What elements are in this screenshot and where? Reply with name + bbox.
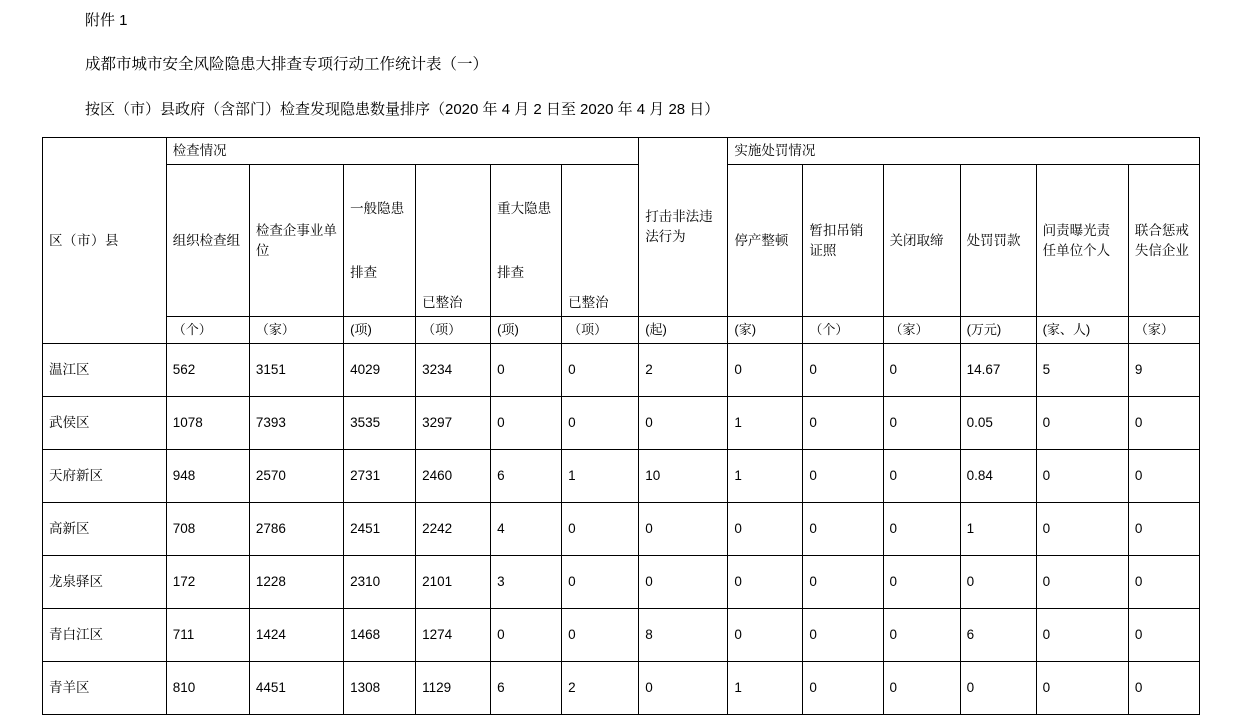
cell-general-rectified: 2460 <box>416 450 491 503</box>
cell-major-investigated: 3 <box>491 556 562 609</box>
group-header-inspection: 检查情况 <box>166 138 639 165</box>
row-region-name: 温江区 <box>43 344 167 397</box>
cell-fines: 0 <box>960 662 1036 715</box>
column-header-inspected-units: 检查企事业单位 <box>249 165 343 317</box>
cell-accountability-exposure: 0 <box>1036 450 1128 503</box>
cell-production-halt: 1 <box>728 397 803 450</box>
subgroup-header-general-hazard: 一般隐患 <box>350 200 405 216</box>
table-row <box>43 662 1200 715</box>
cell-license-suspension: 0 <box>803 450 883 503</box>
cell-inspection-groups: 948 <box>166 450 249 503</box>
cell-production-halt: 0 <box>728 609 803 662</box>
cell-major-rectified: 2 <box>562 662 639 715</box>
cell-inspected-units: 1228 <box>249 556 343 609</box>
unit-major-investigated: (项) <box>491 317 562 344</box>
document-header <box>0 0 1240 123</box>
column-header-general-investigated: 排查 <box>350 264 378 280</box>
column-header-general-rectified: 已整治 <box>416 165 491 317</box>
cell-major-investigated: 0 <box>491 344 562 397</box>
cell-license-suspension: 0 <box>803 609 883 662</box>
cell-accountability-exposure: 0 <box>1036 503 1128 556</box>
cell-license-suspension: 0 <box>803 397 883 450</box>
unit-joint-discipline: （家） <box>1128 317 1199 344</box>
column-header-major-rectified: 已整治 <box>562 165 639 317</box>
cell-production-halt: 1 <box>728 450 803 503</box>
attachment-label: 附件 1 <box>85 12 128 29</box>
cell-inspection-groups: 711 <box>166 609 249 662</box>
cell-major-rectified: 0 <box>562 344 639 397</box>
table-row <box>43 556 1200 609</box>
table-unit-row <box>43 317 1200 344</box>
row-region-name: 武侯区 <box>43 397 167 450</box>
row-region-name: 青白江区 <box>43 609 167 662</box>
row-region-name: 天府新区 <box>43 450 167 503</box>
column-header-illegal-actions: 打击非法违法行为 <box>639 138 728 317</box>
cell-major-rectified: 1 <box>562 450 639 503</box>
unit-general-investigated: (项) <box>344 317 416 344</box>
region-column-header: 区（市）县 <box>43 138 167 344</box>
cell-accountability-exposure: 0 <box>1036 397 1128 450</box>
cell-license-suspension: 0 <box>803 662 883 715</box>
page-title: 成都市城市安全风险隐患大排查专项行动工作统计表（一） <box>85 56 489 73</box>
row-region-name: 高新区 <box>43 503 167 556</box>
statistics-table <box>42 137 1200 715</box>
cell-general-rectified: 2242 <box>416 503 491 556</box>
cell-joint-discipline: 0 <box>1128 609 1199 662</box>
cell-general-rectified: 3234 <box>416 344 491 397</box>
cell-illegal-actions: 8 <box>639 609 728 662</box>
cell-general-rectified: 3297 <box>416 397 491 450</box>
cell-inspected-units: 1424 <box>249 609 343 662</box>
unit-general-rectified: （项） <box>416 317 491 344</box>
cell-inspection-groups: 562 <box>166 344 249 397</box>
column-header-major-investigated: 排查 <box>497 264 525 280</box>
cell-joint-discipline: 0 <box>1128 450 1199 503</box>
cell-major-investigated: 0 <box>491 397 562 450</box>
row-region-name: 龙泉驿区 <box>43 556 167 609</box>
cell-fines: 14.67 <box>960 344 1036 397</box>
subgroup-header-general-hazard-wrap <box>344 165 416 317</box>
unit-license-suspension: （个） <box>803 317 883 344</box>
cell-inspected-units: 2570 <box>249 450 343 503</box>
table-group-header-row <box>43 138 1200 165</box>
cell-joint-discipline: 9 <box>1128 344 1199 397</box>
unit-accountability-exposure: (家、人) <box>1036 317 1128 344</box>
subgroup-header-major-hazard: 重大隐患 <box>497 200 552 216</box>
table-row <box>43 609 1200 662</box>
cell-closure: 0 <box>883 397 960 450</box>
subgroup-header-major-hazard-wrap <box>491 165 562 317</box>
cell-illegal-actions: 0 <box>639 503 728 556</box>
cell-license-suspension: 0 <box>803 344 883 397</box>
cell-joint-discipline: 0 <box>1128 556 1199 609</box>
cell-inspected-units: 4451 <box>249 662 343 715</box>
cell-production-halt: 1 <box>728 662 803 715</box>
cell-major-investigated: 6 <box>491 450 562 503</box>
cell-major-rectified: 0 <box>562 503 639 556</box>
unit-major-rectified: （项） <box>562 317 639 344</box>
unit-illegal-actions: (起) <box>639 317 728 344</box>
cell-accountability-exposure: 0 <box>1036 662 1128 715</box>
cell-accountability-exposure: 0 <box>1036 609 1128 662</box>
column-header-fines: 处罚罚款 <box>960 165 1036 317</box>
cell-production-halt: 0 <box>728 344 803 397</box>
cell-general-rectified: 1274 <box>416 609 491 662</box>
cell-major-rectified: 0 <box>562 397 639 450</box>
cell-closure: 0 <box>883 450 960 503</box>
cell-inspected-units: 3151 <box>249 344 343 397</box>
cell-major-investigated: 6 <box>491 662 562 715</box>
cell-general-investigated: 3535 <box>344 397 416 450</box>
cell-illegal-actions: 0 <box>639 662 728 715</box>
cell-joint-discipline: 0 <box>1128 397 1199 450</box>
cell-accountability-exposure: 0 <box>1036 556 1128 609</box>
cell-closure: 0 <box>883 662 960 715</box>
table-row <box>43 503 1200 556</box>
cell-illegal-actions: 2 <box>639 344 728 397</box>
cell-inspection-groups: 810 <box>166 662 249 715</box>
cell-fines: 0 <box>960 556 1036 609</box>
cell-inspection-groups: 1078 <box>166 397 249 450</box>
unit-inspected-units: （家） <box>249 317 343 344</box>
cell-general-investigated: 2731 <box>344 450 416 503</box>
cell-illegal-actions: 0 <box>639 556 728 609</box>
cell-inspection-groups: 708 <box>166 503 249 556</box>
cell-fines: 1 <box>960 503 1036 556</box>
cell-inspection-groups: 172 <box>166 556 249 609</box>
cell-closure: 0 <box>883 609 960 662</box>
table-row <box>43 450 1200 503</box>
column-header-accountability-exposure: 问责曝光责任单位个人 <box>1036 165 1128 317</box>
cell-license-suspension: 0 <box>803 503 883 556</box>
cell-major-rectified: 0 <box>562 556 639 609</box>
unit-closure: （家） <box>883 317 960 344</box>
cell-illegal-actions: 10 <box>639 450 728 503</box>
cell-fines: 0.84 <box>960 450 1036 503</box>
row-region-name: 青羊区 <box>43 662 167 715</box>
unit-production-halt: (家) <box>728 317 803 344</box>
cell-major-investigated: 0 <box>491 609 562 662</box>
column-header-license-suspension: 暂扣吊销证照 <box>803 165 883 317</box>
cell-accountability-exposure: 5 <box>1036 344 1128 397</box>
cell-fines: 6 <box>960 609 1036 662</box>
column-header-inspection-groups: 组织检查组 <box>166 165 249 317</box>
unit-inspection-groups: （个） <box>166 317 249 344</box>
cell-fines: 0.05 <box>960 397 1036 450</box>
cell-general-investigated: 1468 <box>344 609 416 662</box>
cell-license-suspension: 0 <box>803 556 883 609</box>
cell-general-investigated: 4029 <box>344 344 416 397</box>
table-row <box>43 397 1200 450</box>
cell-general-investigated: 2451 <box>344 503 416 556</box>
page-subtitle: 按区（市）县政府（含部门）检查发现隐患数量排序（2020 年 4 月 2 日至 2020 年 4 月 28 日） <box>85 101 720 118</box>
cell-closure: 0 <box>883 344 960 397</box>
cell-closure: 0 <box>883 503 960 556</box>
table-row <box>43 344 1200 397</box>
column-header-closure: 关闭取缔 <box>883 165 960 317</box>
cell-general-investigated: 1308 <box>344 662 416 715</box>
cell-production-halt: 0 <box>728 556 803 609</box>
cell-inspected-units: 2786 <box>249 503 343 556</box>
cell-illegal-actions: 0 <box>639 397 728 450</box>
cell-joint-discipline: 0 <box>1128 503 1199 556</box>
column-header-production-halt: 停产整顿 <box>728 165 803 317</box>
cell-inspected-units: 7393 <box>249 397 343 450</box>
cell-general-investigated: 2310 <box>344 556 416 609</box>
cell-production-halt: 0 <box>728 503 803 556</box>
group-header-penalty: 实施处罚情况 <box>728 138 1200 165</box>
cell-major-investigated: 4 <box>491 503 562 556</box>
unit-fines: (万元) <box>960 317 1036 344</box>
cell-major-rectified: 0 <box>562 609 639 662</box>
cell-general-rectified: 1129 <box>416 662 491 715</box>
cell-closure: 0 <box>883 556 960 609</box>
column-header-joint-discipline: 联合惩戒失信企业 <box>1128 165 1199 317</box>
cell-general-rectified: 2101 <box>416 556 491 609</box>
cell-joint-discipline: 0 <box>1128 662 1199 715</box>
table-subheader-row <box>43 165 1200 317</box>
